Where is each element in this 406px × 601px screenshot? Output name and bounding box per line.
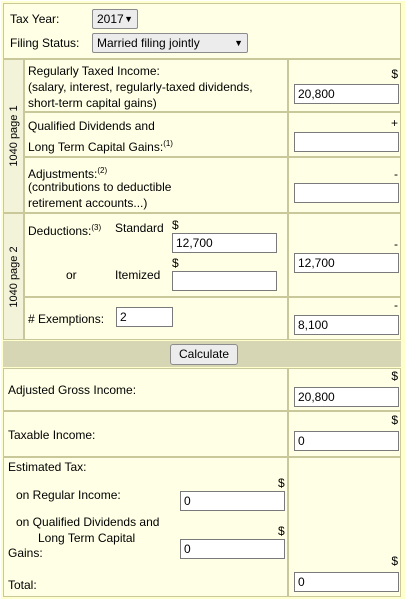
agi-label: Adjusted Gross Income: [8, 383, 137, 397]
chevron-down-icon: ▼ [124, 14, 133, 24]
deductions-sign: - [394, 237, 398, 251]
exemptions-sign: - [394, 298, 398, 312]
tax-year-select[interactable] [92, 9, 138, 29]
tax-year-label: Tax Year: [10, 12, 60, 26]
regular-currency: $ [278, 476, 285, 490]
taxable-label: Taxable Income: [8, 428, 96, 442]
itemized-currency: $ [172, 256, 179, 270]
exemptions-count-input[interactable] [116, 307, 173, 327]
deductions-total-input[interactable] [294, 253, 399, 273]
qualified-tax-line-2: Long Term Capital [38, 531, 136, 545]
income-currency: $ [391, 67, 398, 81]
section-label-page2: 1040 page 2 [3, 213, 24, 340]
qualified-tax-output[interactable] [180, 539, 285, 559]
qualified-tax-line-1: on Qualified Dividends and [16, 515, 160, 529]
adjustments-sign: - [394, 167, 398, 181]
standard-label: Standard [115, 221, 164, 235]
regular-income-label: on Regular Income: [16, 488, 121, 502]
footnote-1: (1) [163, 139, 173, 148]
adjustments-title: Adjustments:$^{(2)}$ [28, 166, 108, 181]
qualified-tax-line-3: Gains: [8, 546, 43, 560]
qualified-tax-currency: $ [278, 524, 285, 538]
qualified-line-2: Long Term Capital Gains:$^{(1)}$ [28, 139, 173, 154]
filing-status-value: Married filing jointly [97, 36, 200, 50]
adjustments-desc-2: retirement accounts...) [28, 196, 148, 210]
agi-currency: $ [391, 369, 398, 383]
income-desc-2: short-term capital gains) [28, 96, 157, 110]
regular-tax-output[interactable] [180, 491, 285, 511]
exemptions-label: # Exemptions: [28, 312, 105, 326]
total-tax-output[interactable] [294, 572, 399, 592]
itemized-deduction-input[interactable] [172, 271, 277, 291]
filing-status-select[interactable] [92, 33, 248, 53]
section-label-page1: 1040 page 1 [3, 59, 24, 213]
qualified-line-1: Qualified Dividends and [28, 119, 155, 133]
standard-currency: $ [172, 218, 179, 232]
filing-status-label: Filing Status: [10, 36, 80, 50]
qualified-input[interactable] [294, 132, 399, 152]
adjustments-desc-1: (contributions to deductible [28, 180, 172, 194]
standard-deduction-input[interactable] [172, 233, 277, 253]
estimated-tax-label: Estimated Tax: [8, 460, 87, 474]
taxable-currency: $ [391, 413, 398, 427]
footnote-2: (2) [97, 166, 108, 175]
tax-year-value: 2017 [97, 12, 124, 26]
total-tax-label: Total: [8, 578, 37, 592]
exemptions-value-input[interactable] [294, 315, 399, 335]
income-input[interactable] [294, 84, 399, 104]
adjustments-input[interactable] [294, 183, 399, 203]
income-desc-1: (salary, interest, regularly-taxed dividends, [28, 80, 253, 94]
taxable-output[interactable] [294, 431, 399, 451]
agi-output[interactable] [294, 387, 399, 407]
footnote-3: (3) [91, 223, 102, 232]
total-currency: $ [391, 554, 398, 568]
calculate-button[interactable]: Calculate [170, 344, 238, 365]
tax-calculator [1, 1, 405, 599]
deductions-title: Deductions:$^{(3)}$ [28, 223, 102, 238]
qualified-sign: + [390, 116, 398, 130]
or-label: or [66, 268, 77, 282]
chevron-down-icon: ▼ [234, 38, 243, 48]
income-title: Regularly Taxed Income: [28, 64, 160, 78]
itemized-label: Itemized [115, 268, 161, 282]
